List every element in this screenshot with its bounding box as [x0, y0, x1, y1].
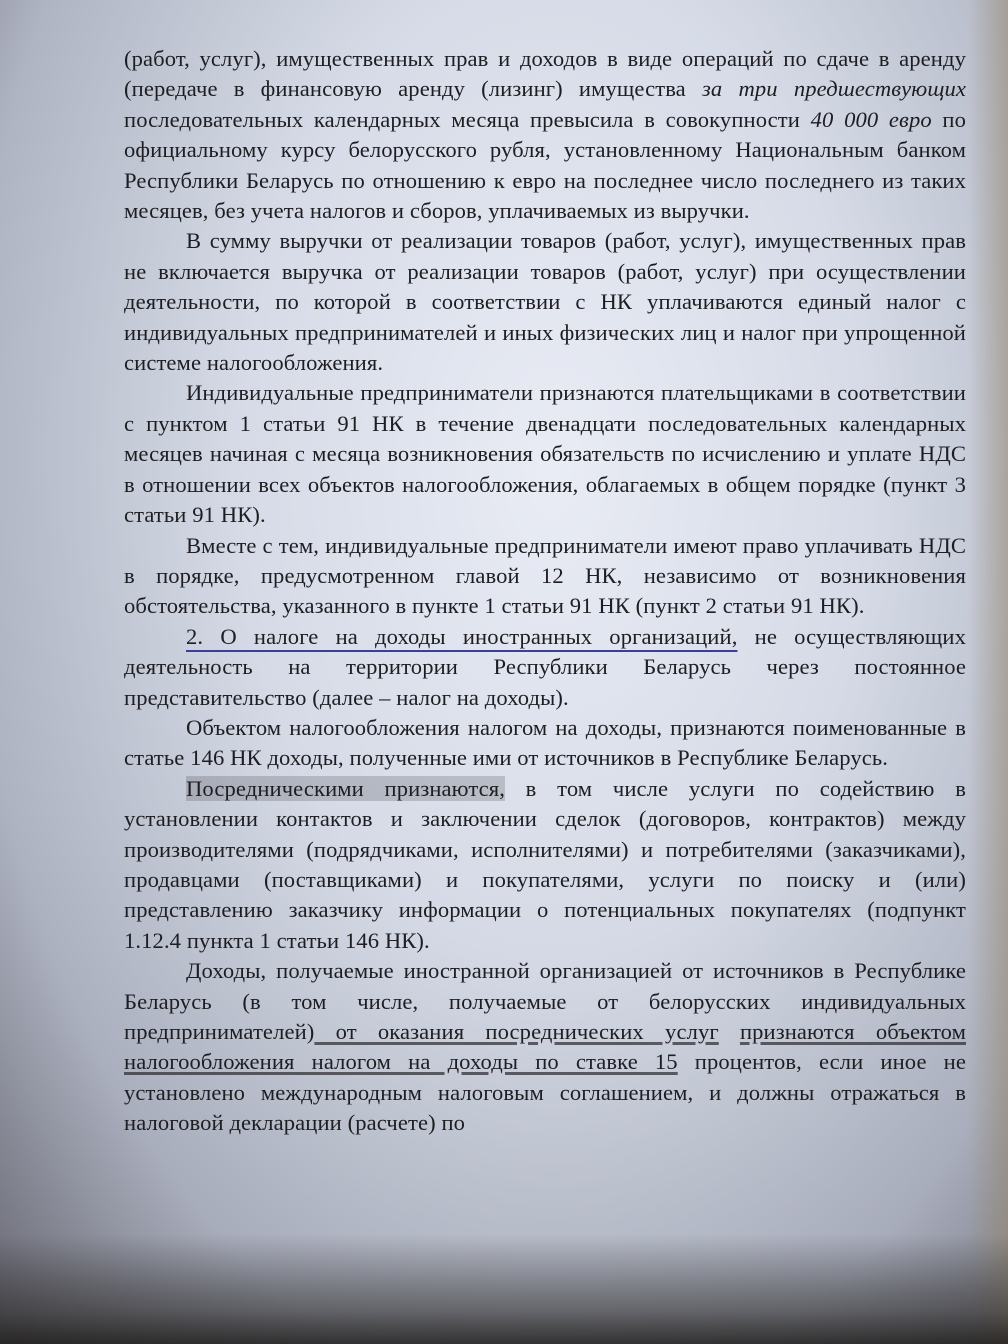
- paragraph-8: [124, 956, 966, 1138]
- text-segment: за три предшествующих: [701, 76, 967, 102]
- text-segment: в том числе услуги по содействию в установлении контактов и заключении сделок (договоров, контрактов) между производителями (подрядчиками, исполнителями) и потребителями (заказчиками), продавцами (поставщиками) и покупателями, услуги по поиску и (или) представлению заказчику информации о потенциальных покупателях (подпункт 1.12.4 пункта 1 статьи 146 НК).: [124, 775, 967, 953]
- text-segment: Посредническими признаются,: [186, 775, 505, 801]
- text-segment: последовательных календарных месяца превысила в совокупности: [124, 106, 811, 132]
- text-segment: Вместе с тем, индивидуальные предприниматели имеют право уплачивать НДС в порядке, предусмотренном главой 12 НК, независимо от возникновения обстоятельства, указанного в пункте 1 статьи 91 НК (пункт 2 статьи 91 НК).: [124, 532, 966, 619]
- text-segment: от оказания посреднических услуг: [314, 1019, 719, 1044]
- text-segment: не осуществляющих деятельность на территории Республики Беларусь через постоянное представительство (далее – налог на доходы).: [124, 623, 966, 710]
- section-2-heading-paragraph: [124, 622, 966, 713]
- paragraph-3: [124, 378, 966, 530]
- text-segment: Индивидуальные предприниматели признаются плательщиками в соответствии с пунктом 1 статьи 91 НК в течение двенадцати последовательных календарных месяцев начиная с месяца возникновения обязательств по исчислению и уплате НДС в отношении всех объектов налогообложения, облагаемых в общем порядке (пункт 3 статьи 91 НК).: [124, 380, 966, 528]
- document-body: [124, 44, 966, 1139]
- text-segment: 40 000 евро: [810, 106, 932, 132]
- text-segment: по официальному курсу белорусского рубля, установленному Национальным банком Республики Беларусь по отношению к евро на последнее число последнего из таких месяцев, без учета налогов и сборов, уплачиваемых из выручки.: [124, 106, 966, 224]
- text-segment: процентов, если иное не установлено международным налоговым соглашением, и должны отражаться в налоговой декларации (расчете) по: [124, 1049, 967, 1136]
- text-segment: [719, 1019, 740, 1044]
- text-segment: В сумму выручки от реализации товаров (работ, услуг), имущественных прав не включается выручка от реализации товаров (работ, услуг) при осуществлении деятельности, по которой в соответствии с НК уплачиваются единый налог с индивидуальных предпринимателей и иных физических лиц и налог при упрощенной системе налогообложения.: [124, 228, 966, 376]
- text-segment: 2. О налоге на доходы иностранных организаций,: [186, 623, 738, 649]
- text-segment: признаются объектом налогообложения налогом на доходы по ставке 15: [124, 1019, 966, 1075]
- text-segment: Объектом налогообложения налогом на доходы, признаются поименованные в статье 146 НК доходы, полученные ими от источников в Республике Беларусь.: [124, 714, 966, 771]
- paragraph-7: [124, 774, 966, 956]
- bottom-shadow: [0, 1234, 1008, 1344]
- text-segment: (работ, услуг), имущественных прав и доходов в виде операций по сдаче в аренду (передаче в финансовую аренду (лизинг) имущества: [124, 46, 966, 102]
- paragraph-2: [124, 226, 966, 378]
- page-edge-shadow: [968, 0, 1008, 1344]
- paragraph-4: [124, 531, 966, 622]
- paragraph-1: [124, 44, 966, 226]
- paragraph-6: [124, 713, 966, 774]
- text-segment: Доходы, получаемые иностранной организацией от источников в Республике Беларусь (в том числе, получаемые от белорусских индивидуальных предпринимателей): [124, 958, 966, 1044]
